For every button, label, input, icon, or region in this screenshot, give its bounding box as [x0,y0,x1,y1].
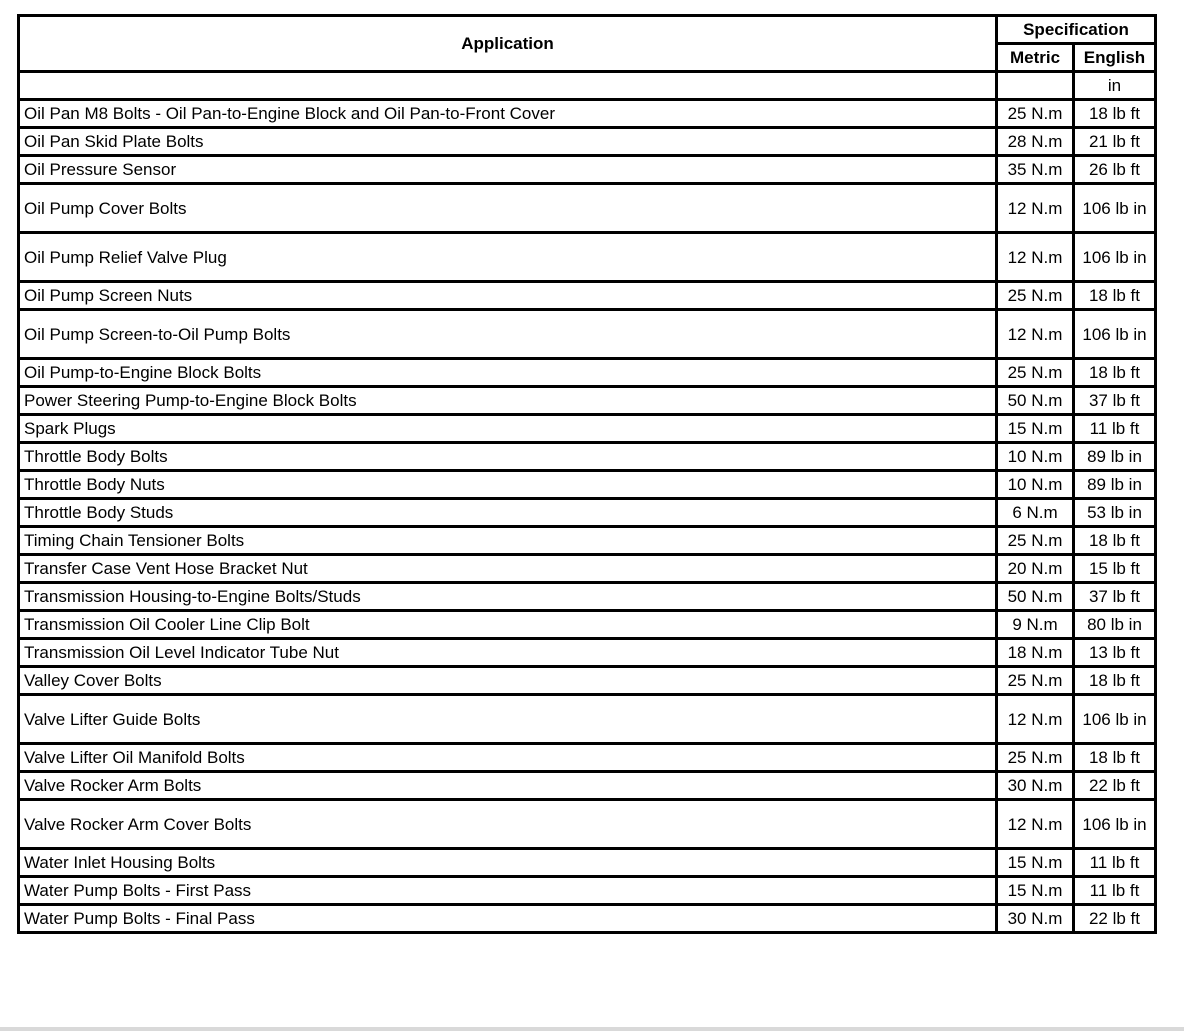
metric-cell: 6 N.m [997,499,1074,527]
metric-cell: 15 N.m [997,849,1074,877]
metric-cell: 25 N.m [997,100,1074,128]
table-row [19,233,1156,282]
english-cell: 22 lb ft [1074,772,1156,800]
english-cell: 106 lb in [1074,695,1156,744]
table-row [19,639,1156,667]
application-cell: Valve Rocker Arm Cover Bolts [19,800,997,849]
metric-header: Metric [997,44,1074,72]
application-cell: Oil Pump-to-Engine Block Bolts [19,359,997,387]
application-cell: Water Pump Bolts - First Pass [19,877,997,905]
metric-cell: 35 N.m [997,156,1074,184]
table-row [19,359,1156,387]
english-cell: 22 lb ft [1074,905,1156,933]
metric-cell: 10 N.m [997,471,1074,499]
english-cell: 18 lb ft [1074,282,1156,310]
application-cell: Oil Pan M8 Bolts - Oil Pan-to-Engine Block and Oil Pan-to-Front Cover [19,100,997,128]
table-row [19,695,1156,744]
metric-cell: 25 N.m [997,282,1074,310]
english-cell: 106 lb in [1074,310,1156,359]
page-bottom-rule [0,1027,1184,1031]
english-cell: 18 lb ft [1074,667,1156,695]
table-row [19,184,1156,233]
metric-cell: 20 N.m [997,555,1074,583]
application-cell: Transfer Case Vent Hose Bracket Nut [19,555,997,583]
specification-header: Specification [997,16,1156,44]
application-cell: Oil Pump Screen-to-Oil Pump Bolts [19,310,997,359]
application-cell: Valve Lifter Guide Bolts [19,695,997,744]
application-cell: Timing Chain Tensioner Bolts [19,527,997,555]
english-cell: 11 lb ft [1074,415,1156,443]
unit-row-application [19,72,997,100]
metric-cell: 12 N.m [997,695,1074,744]
english-cell: 37 lb ft [1074,583,1156,611]
application-cell: Oil Pump Screen Nuts [19,282,997,310]
table-row [19,471,1156,499]
metric-cell: 15 N.m [997,415,1074,443]
metric-cell: 15 N.m [997,877,1074,905]
application-cell: Throttle Body Nuts [19,471,997,499]
application-header: Application [19,16,997,72]
application-cell: Water Inlet Housing Bolts [19,849,997,877]
metric-cell: 30 N.m [997,772,1074,800]
english-cell: 15 lb ft [1074,555,1156,583]
application-cell: Transmission Oil Cooler Line Clip Bolt [19,611,997,639]
application-cell: Oil Pan Skid Plate Bolts [19,128,997,156]
application-cell: Throttle Body Bolts [19,443,997,471]
unit-row [19,72,1156,100]
table-row [19,527,1156,555]
application-cell: Oil Pressure Sensor [19,156,997,184]
english-cell: 53 lb in [1074,499,1156,527]
application-cell: Oil Pump Relief Valve Plug [19,233,997,282]
metric-cell: 28 N.m [997,128,1074,156]
application-cell: Valve Rocker Arm Bolts [19,772,997,800]
metric-cell: 12 N.m [997,184,1074,233]
application-cell: Spark Plugs [19,415,997,443]
english-cell: 26 lb ft [1074,156,1156,184]
application-cell: Transmission Oil Level Indicator Tube Nut [19,639,997,667]
table-row [19,667,1156,695]
english-cell: 11 lb ft [1074,849,1156,877]
table-row [19,611,1156,639]
table-row [19,156,1156,184]
english-header: English [1074,44,1156,72]
english-cell: 89 lb in [1074,471,1156,499]
table-row [19,310,1156,359]
english-cell: 21 lb ft [1074,128,1156,156]
application-cell: Oil Pump Cover Bolts [19,184,997,233]
application-cell: Throttle Body Studs [19,499,997,527]
application-cell: Transmission Housing-to-Engine Bolts/Studs [19,583,997,611]
table-row [19,100,1156,128]
metric-cell: 25 N.m [997,744,1074,772]
english-cell: 18 lb ft [1074,527,1156,555]
english-cell: 18 lb ft [1074,359,1156,387]
metric-cell: 25 N.m [997,527,1074,555]
application-cell: Valley Cover Bolts [19,667,997,695]
unit-row-metric [997,72,1074,100]
metric-cell: 25 N.m [997,359,1074,387]
table-row [19,877,1156,905]
table-row [19,499,1156,527]
english-cell: 106 lb in [1074,800,1156,849]
english-cell: 37 lb ft [1074,387,1156,415]
metric-cell: 12 N.m [997,233,1074,282]
table-row [19,415,1156,443]
table-row [19,744,1156,772]
metric-cell: 9 N.m [997,611,1074,639]
english-cell: 18 lb ft [1074,744,1156,772]
application-cell: Valve Lifter Oil Manifold Bolts [19,744,997,772]
table-row [19,800,1156,849]
english-cell: 89 lb in [1074,443,1156,471]
english-cell: 106 lb in [1074,233,1156,282]
metric-cell: 12 N.m [997,310,1074,359]
metric-cell: 50 N.m [997,387,1074,415]
metric-cell: 30 N.m [997,905,1074,933]
english-cell: 80 lb in [1074,611,1156,639]
table-row [19,387,1156,415]
unit-row-english: in [1074,72,1156,100]
table-row [19,772,1156,800]
metric-cell: 12 N.m [997,800,1074,849]
english-cell: 106 lb in [1074,184,1156,233]
english-cell: 13 lb ft [1074,639,1156,667]
application-cell: Water Pump Bolts - Final Pass [19,905,997,933]
metric-cell: 50 N.m [997,583,1074,611]
table-row [19,555,1156,583]
application-cell: Power Steering Pump-to-Engine Block Bolts [19,387,997,415]
english-cell: 18 lb ft [1074,100,1156,128]
table-row [19,583,1156,611]
metric-cell: 18 N.m [997,639,1074,667]
torque-spec-table [17,14,1157,934]
table-row [19,128,1156,156]
metric-cell: 10 N.m [997,443,1074,471]
table-row [19,282,1156,310]
table-row [19,443,1156,471]
english-cell: 11 lb ft [1074,877,1156,905]
table-row [19,849,1156,877]
metric-cell: 25 N.m [997,667,1074,695]
table-row [19,905,1156,933]
